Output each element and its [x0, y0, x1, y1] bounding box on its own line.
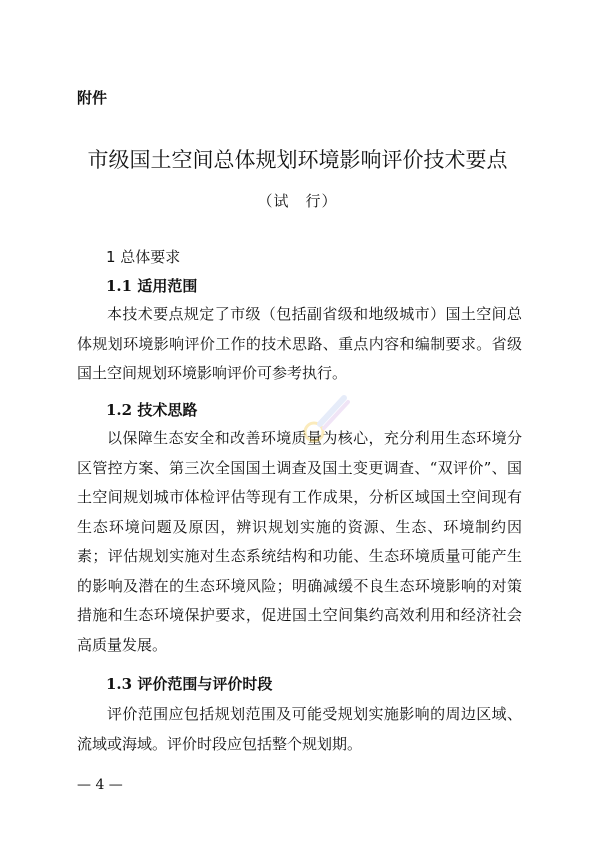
document-title: 市级国土空间总体规划环境影响评价技术要点	[87, 148, 508, 172]
paragraph-1-1: 本技术要点规定了市级（包括副省级和地级城市）国土空间总体规划环境影响评价工作的技术思路、重点内容和编制要求。省级国土空间规划环境影响评价可参考执行。	[77, 305, 522, 382]
attachment-label: 附件	[77, 89, 108, 107]
document-subtitle: （试 行）	[257, 192, 338, 210]
subsection-heading-1-1: 1.1 适用范围	[106, 277, 198, 295]
paragraph-1-3: 评价范围应包括规划范围及可能受规划实施影响的周边区域、流域或海域。评价时段应包括整个规划期。	[77, 705, 522, 753]
subsection-heading-1-2: 1.2 技术思路	[106, 401, 198, 419]
subsection-heading-1-3: 1.3 评价范围与评价时段	[106, 675, 273, 693]
section-heading-1: 1 总体要求	[106, 248, 181, 266]
page-number: — 4 —	[77, 777, 123, 793]
paragraph-1-2: 以保障生态安全和改善环境质量为核心，充分利用生态环境分区管控方案、第三次全国国土调查及国土变更调查、“双评价”、国土空间规划城市体检评估等现有工作成果，分析区域国土空间现有生态环境问题及原因，辨识规划实施的资源、生态、环境制约因素；评估规划实施对生态系统结构和功能、生态环境质量可能产生的影响及潜在的生态环境风险；明确减缓不良生态环境影响的对策措施和生态环境保护要求，促进国土空间集约高效利用和经济社会高质量发展。	[77, 429, 522, 654]
